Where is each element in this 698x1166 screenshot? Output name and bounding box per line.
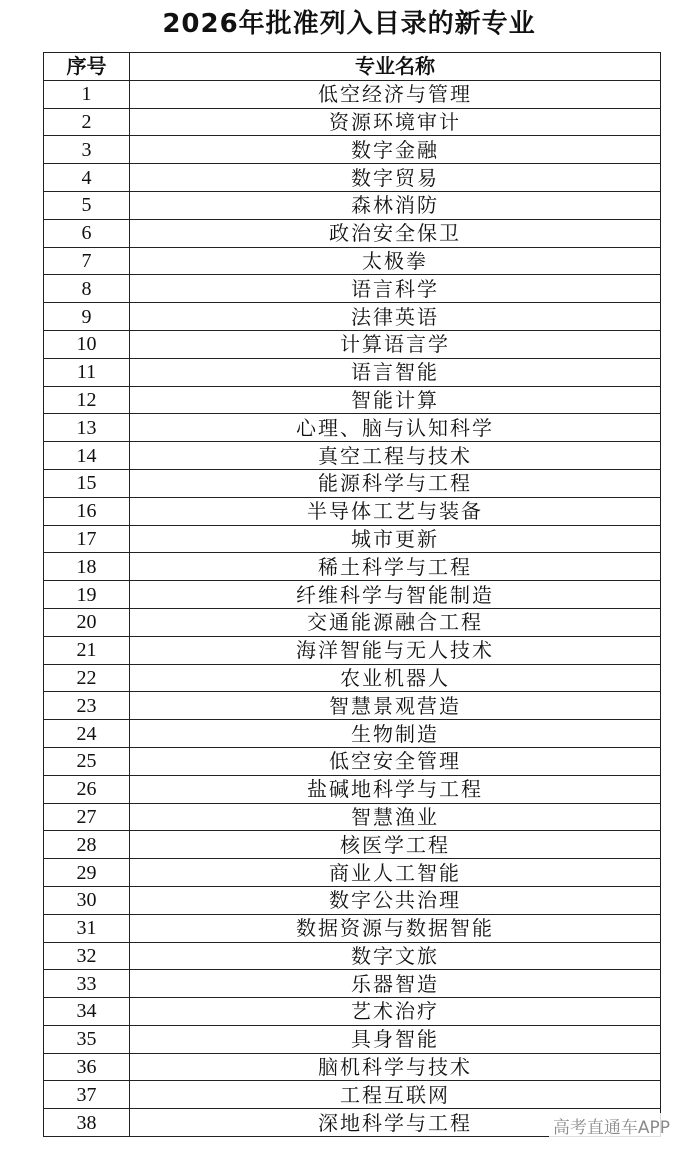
major-name: 语言科学 [130, 275, 661, 303]
row-number: 8 [44, 275, 130, 303]
row-number: 27 [44, 803, 130, 831]
table-row [44, 497, 661, 525]
row-number: 11 [44, 358, 130, 386]
table-row [44, 442, 661, 470]
major-name: 数字贸易 [130, 164, 661, 192]
row-number: 19 [44, 581, 130, 609]
table-row [44, 859, 661, 887]
table-row [44, 469, 661, 497]
row-number: 21 [44, 636, 130, 664]
major-name: 数字文旅 [130, 942, 661, 970]
major-name: 智慧景观营造 [130, 692, 661, 720]
row-number: 31 [44, 914, 130, 942]
row-number: 30 [44, 886, 130, 914]
major-name: 商业人工智能 [130, 859, 661, 887]
table-row [44, 275, 661, 303]
table-row [44, 108, 661, 136]
watermark: 高考直通车APP [549, 1113, 674, 1138]
table-row [44, 247, 661, 275]
table-row [44, 636, 661, 664]
row-number: 38 [44, 1109, 130, 1137]
row-number: 24 [44, 720, 130, 748]
major-name: 海洋智能与无人技术 [130, 636, 661, 664]
major-name: 数字金融 [130, 136, 661, 164]
row-number: 1 [44, 80, 130, 108]
major-name: 稀土科学与工程 [130, 553, 661, 581]
table-row [44, 942, 661, 970]
major-name: 半导体工艺与装备 [130, 497, 661, 525]
column-header-number: 序号 [44, 53, 130, 81]
row-number: 2 [44, 108, 130, 136]
table-row [44, 358, 661, 386]
row-number: 32 [44, 942, 130, 970]
row-number: 17 [44, 525, 130, 553]
major-name: 具身智能 [130, 1025, 661, 1053]
major-name: 语言智能 [130, 358, 661, 386]
majors-table [43, 52, 661, 1137]
table-row [44, 720, 661, 748]
table-row [44, 330, 661, 358]
row-number: 3 [44, 136, 130, 164]
major-name: 真空工程与技术 [130, 442, 661, 470]
major-name: 城市更新 [130, 525, 661, 553]
table-row [44, 831, 661, 859]
row-number: 25 [44, 747, 130, 775]
table-header-row [44, 53, 661, 81]
table-row [44, 998, 661, 1026]
major-name: 智慧渔业 [130, 803, 661, 831]
major-name: 农业机器人 [130, 664, 661, 692]
major-name: 深地科学与工程 [130, 1109, 661, 1137]
row-number: 10 [44, 330, 130, 358]
table-row [44, 303, 661, 331]
major-name: 能源科学与工程 [130, 469, 661, 497]
major-name: 生物制造 [130, 720, 661, 748]
table-row [44, 553, 661, 581]
row-number: 22 [44, 664, 130, 692]
major-name: 乐器智造 [130, 970, 661, 998]
table-row [44, 886, 661, 914]
major-name: 核医学工程 [130, 831, 661, 859]
table-row [44, 525, 661, 553]
major-name: 数据资源与数据智能 [130, 914, 661, 942]
major-name: 政治安全保卫 [130, 219, 661, 247]
row-number: 33 [44, 970, 130, 998]
major-name: 森林消防 [130, 191, 661, 219]
row-number: 15 [44, 469, 130, 497]
row-number: 36 [44, 1053, 130, 1081]
major-name: 盐碱地科学与工程 [130, 775, 661, 803]
major-name: 数字公共治理 [130, 886, 661, 914]
row-number: 34 [44, 998, 130, 1026]
row-number: 4 [44, 164, 130, 192]
row-number: 6 [44, 219, 130, 247]
table-row [44, 581, 661, 609]
table-row [44, 414, 661, 442]
row-number: 35 [44, 1025, 130, 1053]
table-row [44, 191, 661, 219]
table-row [44, 1053, 661, 1081]
row-number: 37 [44, 1081, 130, 1109]
row-number: 12 [44, 386, 130, 414]
table-row [44, 1081, 661, 1109]
row-number: 5 [44, 191, 130, 219]
major-name: 太极拳 [130, 247, 661, 275]
row-number: 28 [44, 831, 130, 859]
table-row [44, 970, 661, 998]
major-name: 低空经济与管理 [130, 80, 661, 108]
major-name: 计算语言学 [130, 330, 661, 358]
row-number: 7 [44, 247, 130, 275]
page-title: 2026年批准列入目录的新专业 [162, 9, 536, 39]
table-row [44, 136, 661, 164]
table-row [44, 747, 661, 775]
major-name: 交通能源融合工程 [130, 608, 661, 636]
row-number: 29 [44, 859, 130, 887]
row-number: 23 [44, 692, 130, 720]
table-row [44, 775, 661, 803]
table-row [44, 664, 661, 692]
major-name: 法律英语 [130, 303, 661, 331]
major-name: 低空安全管理 [130, 747, 661, 775]
major-name: 工程互联网 [130, 1081, 661, 1109]
major-name: 智能计算 [130, 386, 661, 414]
table-row [44, 386, 661, 414]
column-header-major-name: 专业名称 [130, 53, 661, 81]
row-number: 16 [44, 497, 130, 525]
major-name: 艺术治疗 [130, 998, 661, 1026]
table-row [44, 80, 661, 108]
major-name: 心理、脑与认知科学 [130, 414, 661, 442]
table-row [44, 914, 661, 942]
table-row [44, 219, 661, 247]
table-row [44, 692, 661, 720]
row-number: 20 [44, 608, 130, 636]
major-name: 纤维科学与智能制造 [130, 581, 661, 609]
table-row [44, 608, 661, 636]
row-number: 14 [44, 442, 130, 470]
table-row [44, 1025, 661, 1053]
row-number: 13 [44, 414, 130, 442]
row-number: 9 [44, 303, 130, 331]
table-body [44, 80, 661, 1136]
row-number: 26 [44, 775, 130, 803]
table-row [44, 164, 661, 192]
major-name: 资源环境审计 [130, 108, 661, 136]
major-name: 脑机科学与技术 [130, 1053, 661, 1081]
table-row [44, 803, 661, 831]
row-number: 18 [44, 553, 130, 581]
